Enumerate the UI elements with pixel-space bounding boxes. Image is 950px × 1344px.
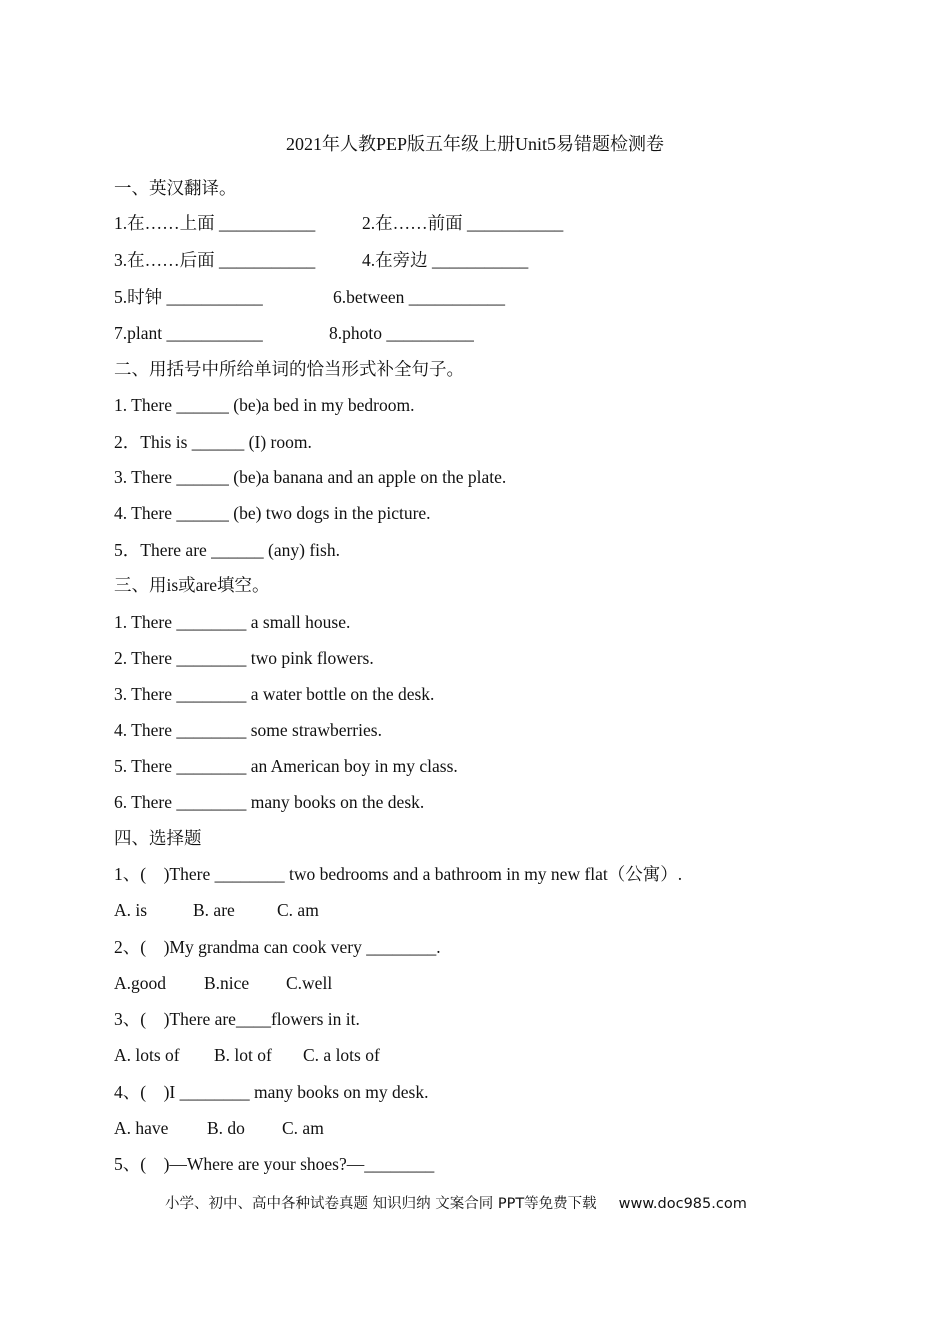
choice-option: C.well [286, 973, 333, 993]
choice-option: C. am [277, 900, 319, 920]
translation-item: 7.plant ___________ [114, 323, 263, 343]
choice-question: 1、( )There ________ two bedrooms and a bathroom in my new flat（公寓）. [114, 864, 683, 884]
section-heading-1: 一、英汉翻译。 [114, 178, 237, 198]
section-heading-2: 二、用括号中所给单词的恰当形式补全句子。 [114, 359, 464, 379]
footer-text: 小学、初中、高中各种试卷真题 知识归纳 文案合同 PPT等免费下载 [165, 1196, 597, 1212]
choice-option: A.good [114, 973, 167, 993]
translation-item: 2.在……前面 ___________ [362, 213, 564, 233]
choice-question: 5、( )—Where are your shoes?—________ [114, 1154, 435, 1174]
is-are-sentence: 5. There ________ an American boy in my class. [114, 756, 458, 776]
is-are-sentence: 4. There ________ some strawberries. [114, 720, 382, 740]
translation-item: 8.photo __________ [329, 323, 474, 343]
footer-url[interactable]: www.doc985.com [618, 1196, 747, 1212]
footer [165, 1192, 747, 1213]
section-heading-4: 四、选择题 [114, 828, 202, 848]
choice-question: 3、( )There are____flowers in it. [114, 1009, 360, 1029]
is-are-sentence: 3. There ________ a water bottle on the desk. [114, 684, 435, 704]
choice-question: 2、( )My grandma can cook very ________. [114, 937, 441, 957]
is-are-sentence: 1. There ________ a small house. [114, 612, 351, 632]
is-are-sentence: 2. There ________ two pink flowers. [114, 648, 374, 668]
choice-option: A. lots of [114, 1045, 180, 1065]
translation-item: 1.在……上面 ___________ [114, 213, 316, 233]
page-title: 2021年人教PEP版五年级上册Unit5易错题检测卷 [285, 134, 665, 154]
choice-option: A. have [114, 1118, 169, 1138]
fill-sentence: 5．There are ______ (any) fish. [114, 540, 340, 560]
fill-sentence: 2．This is ______ (I) room. [114, 432, 312, 452]
translation-item: 3.在……后面 ___________ [114, 250, 316, 270]
translation-item: 6.between ___________ [333, 287, 506, 307]
translation-item: 4.在旁边 ___________ [362, 250, 529, 270]
choice-option: B. lot of [214, 1045, 272, 1065]
choice-option: A. is [114, 900, 148, 920]
choice-option: B.nice [204, 973, 250, 993]
is-are-sentence: 6. There ________ many books on the desk. [114, 792, 425, 812]
translation-item: 5.时钟 ___________ [114, 287, 263, 307]
fill-sentence: 1. There ______ (be)a bed in my bedroom. [114, 395, 415, 415]
fill-sentence: 3. There ______ (be)a banana and an apple on the plate. [114, 467, 507, 487]
choice-option: C. a lots of [303, 1045, 380, 1065]
choice-option: B. do [207, 1118, 245, 1138]
choice-question: 4、( )I ________ many books on my desk. [114, 1082, 429, 1102]
choice-option: B. are [193, 900, 235, 920]
section-heading-3: 三、用is或are填空。 [114, 575, 270, 595]
choice-option: C. am [282, 1118, 324, 1138]
fill-sentence: 4. There ______ (be) two dogs in the picture. [114, 503, 431, 523]
